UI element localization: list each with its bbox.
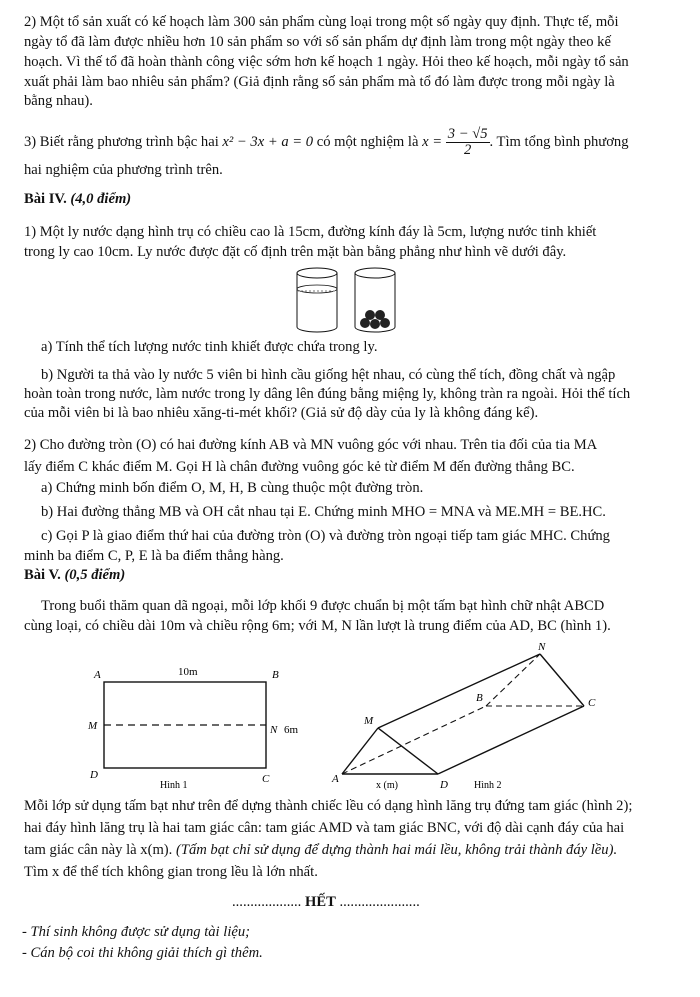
- p3-line-2: hai nghiệm của phương trình trên.: [24, 162, 223, 178]
- bai5-title: Bài V.: [24, 567, 61, 583]
- cylinder-marbles: [355, 268, 395, 332]
- fig1-label-a: A: [94, 669, 101, 681]
- fig1-caption: Hình 1: [160, 780, 188, 790]
- fig1-label-m: M: [88, 720, 98, 732]
- p3-post: . Tìm tổng bình phương: [489, 133, 629, 150]
- cylinders-figure: [288, 265, 410, 340]
- p3-line-1: [24, 127, 629, 158]
- fig2-caption: Hình 2: [474, 780, 502, 791]
- cylinder-water: [297, 268, 337, 332]
- p3-pre: 3) Biết rằng phương trình bậc hai: [24, 133, 219, 150]
- note-1: - Thí sinh không được sử dụng tài liệu;: [22, 924, 251, 940]
- fig2-label-c: C: [588, 697, 596, 709]
- bai4-q1-line-1: 1) Một ly nước dạng hình trụ có chiều cao là 15cm, đường kính đáy là 5cm, lượng nước tinh khiết: [24, 224, 597, 240]
- fig1-label-d: D: [90, 769, 98, 781]
- fig2-label-d: D: [440, 779, 448, 791]
- fig2-label-a: A: [332, 773, 339, 785]
- bai4-q1-a: a) Tính thể tích lượng nước tinh khiết được chứa trong ly.: [41, 339, 378, 355]
- bai5-line-2: cùng loại, có chiều dài 10m và chiều rộng 6m; với M, N lần lượt là trung điểm của AD, BC (hình 1).: [24, 618, 611, 634]
- bai4-points: (4,0 điểm): [70, 191, 132, 207]
- bai4-q1-b-line-1: b) Người ta thả vào ly nước 5 viên bi hình cầu giống hệt nhau, có cùng thể tích, đồng chất và ngập: [41, 367, 616, 383]
- bai5-line-3: Mỗi lớp sử dụng tấm bạt như trên để dựng thành chiếc lều có dạng hình lăng trụ đứng tam giác (hình 2);: [24, 798, 633, 814]
- fig1-label-b: B: [272, 669, 279, 681]
- bai5-line-1: Trong buổi thăm quan dã ngoại, mỗi lớp khối 9 được chuẩn bị một tấm bạt hình chữ nhật ABCD: [41, 598, 605, 614]
- fig2-label-m: M: [364, 715, 374, 727]
- p3-equation: x² − 3x + a = 0: [222, 133, 314, 150]
- fig2-label-n: N: [538, 641, 546, 653]
- fig1-label-c: C: [262, 773, 270, 785]
- p2-line-4: xuất phải làm bao nhiêu sản phẩm? (Giả định rằng số sản phẩm mà tổ đó làm được trong mỗi ngày là: [24, 74, 615, 90]
- bai5-line-5a: tam giác cân này là x(m).: [24, 842, 173, 858]
- p2-line-3: hoạch. Vì thế tổ đã hoàn thành công việc sớm hơn kế hoạch 1 ngày. Hỏi theo kế hoạch, mỗi ngày tổ sản: [24, 54, 629, 70]
- fig1-length: 10m: [178, 666, 198, 678]
- bai4-q2-c-line-2: minh ba điểm C, P, E là ba điểm thẳng hàng.: [24, 548, 284, 564]
- figure-1-rectangle: [80, 660, 310, 790]
- fig2-label-b: B: [476, 692, 483, 704]
- bai4-q2-a: a) Chứng minh bốn điểm O, M, H, B cùng thuộc một đường tròn.: [41, 480, 424, 496]
- bai5-heading: [24, 566, 125, 584]
- bai5-line-5: [24, 841, 617, 859]
- note-2: - Cán bộ coi thi không giải thích gì thêm.: [22, 945, 263, 961]
- bai4-q1-line-2: trong ly cao 10cm. Ly nước được đặt cố định trên mặt bàn bằng phẳng như hình vẽ dưới đây.: [24, 244, 567, 260]
- p2-line-5: bằng nhau).: [24, 93, 93, 109]
- end-dots-right: ......................: [339, 894, 420, 910]
- bai5-points: (0,5 điểm): [64, 567, 126, 583]
- bai5-line-4: hai đáy hình lăng trụ là hai tam giác cân: tam giác AMD và tam giác BNC, với độ dài cạnh đáy của hai: [24, 820, 625, 836]
- end-dots-left: ...................: [232, 894, 302, 910]
- p3-denominator: 2: [463, 142, 472, 158]
- p3-fraction: [446, 127, 490, 158]
- bai5-line-6: Tìm x để thể tích không gian trong lều là lớn nhất.: [24, 864, 318, 880]
- fig2-x-label: x (m): [376, 780, 398, 791]
- p2-line-2: ngày tổ đã làm được nhiều hơn 10 sản phẩm so với số sản phẩm dự định làm trong một ngày theo kế: [24, 34, 611, 50]
- bai4-q2-b: b) Hai đường thẳng MB và OH cắt nhau tại E. Chứng minh MHO = MNA và ME.MH = BE.HC.: [41, 504, 606, 520]
- bai4-title: Bài IV.: [24, 191, 67, 207]
- fig1-label-n: N: [270, 724, 278, 736]
- bai4-q2-line-1: 2) Cho đường tròn (O) có hai đường kính AB và MN vuông góc với nhau. Trên tia đối của tia MA: [24, 437, 598, 453]
- figure-2-tent: [328, 640, 603, 795]
- fig1-width: 6m: [284, 724, 299, 736]
- bai4-q2-c-line-1: c) Gọi P là giao điểm thứ hai của đường tròn (O) và đường tròn ngoại tiếp tam giác MHC. Chứng: [41, 528, 610, 544]
- bai4-heading: [24, 190, 131, 208]
- bai4-q1-b-line-3: của mỗi viên bi là bao nhiêu xăng-ti-mét khối? (Giả sử độ dày của ly là không đáng kể).: [24, 405, 539, 421]
- p2-line-1: 2) Một tổ sản xuất có kế hoạch làm 300 sản phẩm cùng loại trong một số ngày quy định. Thực tế, mỗi: [24, 14, 619, 30]
- bai4-q1-b-line-2: hoàn toàn trong nước, làm nước trong ly dâng lên đúng bằng miệng ly, không tràn ra ngoài. Hỏi thể tích: [24, 386, 631, 402]
- bai4-q2-line-2: lấy điểm C khác điểm M. Gọi H là chân đường vuông góc kẻ từ điểm M đến đường thẳng BC.: [24, 459, 575, 475]
- p3-mid: có một nghiệm là: [316, 133, 419, 150]
- bai5-line-5b: (Tấm bạt chỉ sử dụng để dựng thành hai mái lều, không trải thành đáy lều).: [175, 842, 618, 858]
- p3-x: x =: [422, 133, 443, 150]
- end-marker: [232, 893, 420, 911]
- p3-numerator: 3 − √5: [447, 126, 488, 142]
- end-word: HẾT: [304, 894, 336, 910]
